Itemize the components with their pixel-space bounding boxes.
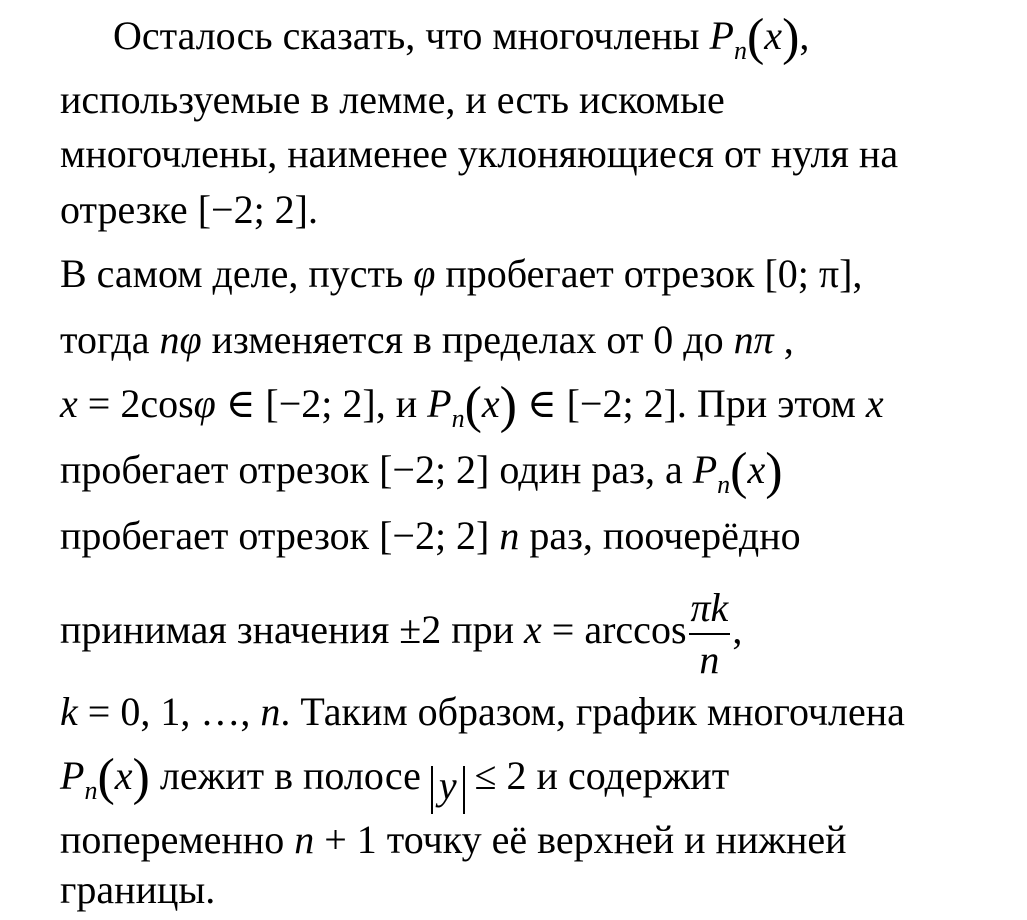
text: раз, поочерёдно xyxy=(519,513,801,558)
text: , xyxy=(773,317,794,362)
text: . xyxy=(308,187,318,232)
text: принимая значения ±2 при xyxy=(60,607,525,652)
text: точку её верхней и нижней xyxy=(376,817,847,862)
text: отрезке xyxy=(60,187,198,232)
paren-open: ( xyxy=(464,377,482,434)
interval: [0; π] xyxy=(764,251,853,296)
math-abs-y: y xyxy=(431,766,465,814)
math-x: x xyxy=(865,381,884,426)
poly-p: P xyxy=(692,447,718,492)
line-10 xyxy=(60,580,742,680)
line-13 xyxy=(60,816,847,864)
paren-close: ) xyxy=(782,9,800,66)
line-9 xyxy=(60,512,801,560)
text: и содержит xyxy=(526,753,730,798)
text: пробегает отрезок xyxy=(60,447,380,492)
line-8 xyxy=(60,443,783,509)
line-4 xyxy=(60,186,318,234)
math-phi: φ xyxy=(193,381,216,426)
math-n: n xyxy=(294,817,315,862)
interval: [−2; 2] xyxy=(379,513,490,558)
math-in: ∈ xyxy=(516,381,567,426)
text: В самом деле, пусть xyxy=(60,251,414,296)
text: , и xyxy=(375,381,428,426)
text: пробегает отрезок xyxy=(435,251,765,296)
math-le: ≤ 2 xyxy=(464,753,527,798)
paren-open: ( xyxy=(730,443,748,500)
line-12 xyxy=(60,749,730,815)
text: один раз, а xyxy=(489,447,693,492)
line-3: многочлены, наименее уклоняющиеся от нуля на xyxy=(60,131,899,176)
poly-index: n xyxy=(451,404,465,433)
poly-var: x xyxy=(764,13,783,58)
interval: [−2; 2] xyxy=(379,447,490,492)
math-n: n xyxy=(489,513,520,558)
text: попеременно xyxy=(60,817,295,862)
poly-p: P xyxy=(427,381,452,426)
text: = 0, 1, …, xyxy=(77,689,261,734)
poly-index: n xyxy=(733,36,747,65)
fraction-numerator: πk xyxy=(690,584,729,630)
math-in: ∈ xyxy=(215,381,266,426)
text: тогда xyxy=(60,317,160,362)
poly-var: x xyxy=(114,753,133,798)
poly-pn-x xyxy=(60,749,150,806)
paren-close: ) xyxy=(132,749,150,806)
poly-index: n xyxy=(717,470,731,499)
interval: [−2; 2] xyxy=(265,381,376,426)
math-phi: φ xyxy=(413,251,436,296)
math-k: k xyxy=(60,689,78,734)
math-x: x xyxy=(524,607,542,652)
poly-var: x xyxy=(481,381,500,426)
line-14: границы. xyxy=(60,867,216,912)
poly-index: n xyxy=(84,776,98,805)
poly-p: P xyxy=(60,753,85,798)
line-2: используемые в лемме, и есть искомые xyxy=(60,77,725,122)
paren-close: ) xyxy=(499,377,517,434)
paren-close: ) xyxy=(765,443,783,500)
math-x: x xyxy=(60,381,78,426)
math-cos: cos xyxy=(140,381,194,426)
poly-var: x xyxy=(747,447,766,492)
math-n-pi: nπ xyxy=(733,317,774,362)
interval: [−2; 2] xyxy=(197,187,308,232)
poly-p: P xyxy=(709,13,734,58)
fraction-denominator: n xyxy=(699,636,720,682)
text: лежит в полосе xyxy=(149,753,431,798)
text: , xyxy=(799,13,810,58)
text: . Таким образом, график многочлена xyxy=(280,689,905,734)
interval: [−2; 2] xyxy=(566,381,677,426)
math-plus-one: + 1 xyxy=(314,817,377,862)
line-5 xyxy=(60,250,862,298)
poly-pn-x xyxy=(427,377,517,434)
fraction-bar xyxy=(689,633,731,635)
math-arccos: = arccos xyxy=(541,607,687,652)
text: . При этом xyxy=(676,381,866,426)
line-7 xyxy=(60,377,884,443)
text: изменяется в пределах от 0 до xyxy=(201,317,734,362)
poly-pn-x xyxy=(709,9,800,66)
text: , xyxy=(852,251,863,296)
line-6 xyxy=(60,316,794,364)
paren-open: ( xyxy=(97,749,115,806)
math-n-phi: nφ xyxy=(159,317,202,362)
paren-open: ( xyxy=(746,9,765,66)
text: = 2 xyxy=(77,381,141,426)
line-11 xyxy=(60,688,905,736)
fraction xyxy=(689,586,731,682)
poly-pn-x xyxy=(692,443,783,500)
line-1 xyxy=(113,9,810,75)
text: Осталось сказать, что многочлены xyxy=(113,13,710,58)
math-n: n xyxy=(260,689,281,734)
text: , xyxy=(732,607,743,652)
text: пробегает отрезок xyxy=(60,513,380,558)
